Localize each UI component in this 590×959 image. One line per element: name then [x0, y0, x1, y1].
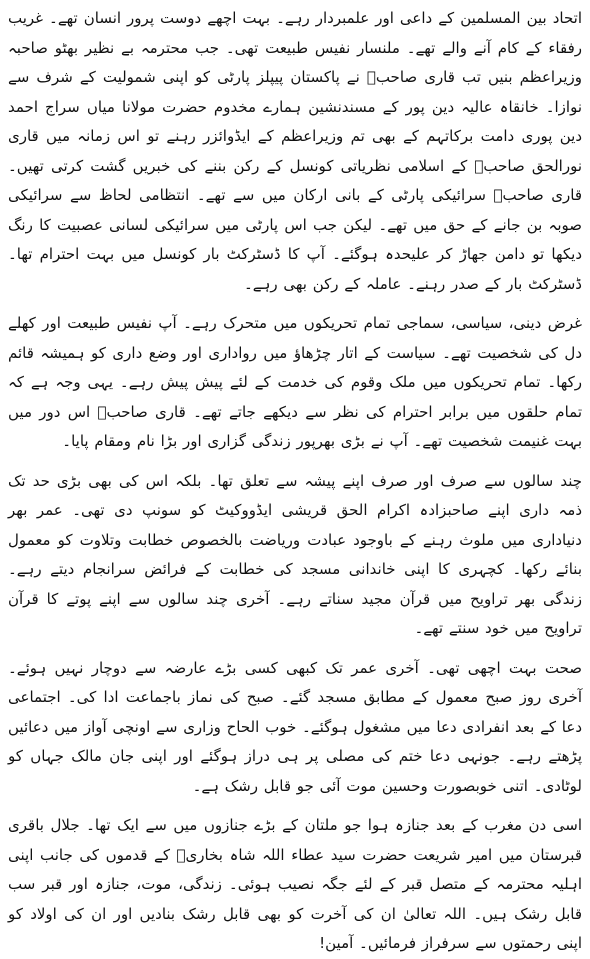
- paragraph-3: چند سالوں سے صرف اور صرف اپنے پیشہ سے تعلق تھا۔ بلکہ اس کی بھی بڑی حد تک ذمہ داری اپنے صاحبزادہ اکرام الحق قریشی ایڈووکیٹ کو سونپ دی تھی۔ عمر بھر دنیاداری میں ملوث رہنے کے باوجود عبادت وریاضت بالخصوص خطابت وتلاوت کو معمول بنائے رکھا۔ کچہری کا اپنی خاندانی مسجد کی خطابت کے فرائض سرانجام دیتے رہے۔ زندگی بھر تراویح میں قرآن مجید سناتے رہے۔ آخری چند سالوں سے اپنے پوتے کا قرآن تراویح میں خود سنتے تھے۔: [8, 471, 582, 637]
- paragraph-5: اسی دن مغرب کے بعد جنازہ ہوا جو ملتان کے بڑے جنازوں میں سے ایک تھا۔ جلال باقری قبرستان میں امیر شریعت حضرت سید عطاء اللہ شاہ بخاریؒ کے قدموں کی جانب اپنی اہلیہ محترمہ کے متصل قبر کے لئے جگہ نصیب ہوئی۔ زندگی، موت، جنازہ اور قبر سب قابل رشک ہیں۔ اللہ تعالیٰ ان کی آخرت کو بھی قابل رشک بنادیں اور ان کی اولاد کو اپنی رحمتوں سے سرفراز فرمائیں۔ آمین!: [8, 816, 582, 952]
- paragraph-4: صحت بہت اچھی تھی۔ آخری عمر تک کبھی کسی بڑے عارضہ سے دوچار نہیں ہوئے۔ آخری روز صبح معمول کے مطابق مسجد گئے۔ صبح کی نماز باجماعت ادا کی۔ اجتماعی دعا کے بعد انفرادی دعا میں مشغول ہوگئے۔ خوب الحاح وزاری سے اونچی آواز میں دعائیں پڑھتے رہے۔ جونہی دعا ختم کی مصلی پر ہی دراز ہوگئے اور اپنی جان مالک جہاں کو لوٹادی۔ اتنی خوبصورت وحسین موت آئی جو قابل رشک ہے۔: [8, 658, 582, 795]
- paragraph-1: اتحاد بین المسلمین کے داعی اور علمبردار رہے۔ بہت اچھے دوست پرور انسان تھے۔ غریب رفقاء کے کام آنے والے تھے۔ ملنسار نفیس طبیعت تھی۔ جب محترمہ بے نظیر بھٹو صاحبہ وزیراعظم بنیں تب قاری صاحبؒ نے پاکستان پیپلز پارٹی کو اپنی شمولیت کے شرف سے نوازا۔ خانقاہ عالیہ دین پور کے مسندنشین ہمارے مخدوم حضرت مولانا میاں سراج احمد دین پوری دامت برکاتہم کے بھی تم وزیراعظم کے ایڈوائزر رہنے تو اس زمانہ میں قاری نورالحق صاحبؒ کے اسلامی نظریاتی کونسل کے رکن بننے کی خبریں گشت کرتی تھیں۔ قاری صاحبؒ سرائیکی پارٹی کے بانی ارکان میں سے تھے۔ انتظامی لحاظ سے سرائیکی صوبہ بن جانے کے حق میں تھے۔ لیکن جب اس پارٹی میں سرائیکی لسانی عصبیت کا رنگ دیکھا تو دامن جھاڑ کر علیحدہ ہوگئے۔ آپ کا ڈسٹرکٹ بار کونسل میں بہت احترام تھا۔ ڈسٹرکٹ بار کے صدر رہنے۔ عاملہ کے رکن بھی رہے۔: [8, 9, 582, 293]
- paragraph-2: غرض دینی، سیاسی، سماجی تمام تحریکوں میں متحرک رہے۔ آپ نفیس طبیعت اور کھلے دل کی شخصیت تھے۔ سیاست کے اتار چڑھاؤ میں رواداری اور وضع داری کو ہمیشہ قائم رکھا۔ تمام تحریکوں میں ملک وقوم کی خدمت کے لئے پیش پیش رہے۔ یہی وجہ ہے کہ تمام حلقوں میں برابر احترام کی نظر سے دیکھے جاتے تھے۔ قاری صاحبؒ اس دور میں بہت غنیمت شخصیت تھے۔ آپ نے بڑی بھرپور زندگی گزاری اور بڑا نام ومقام پایا۔: [8, 314, 582, 450]
